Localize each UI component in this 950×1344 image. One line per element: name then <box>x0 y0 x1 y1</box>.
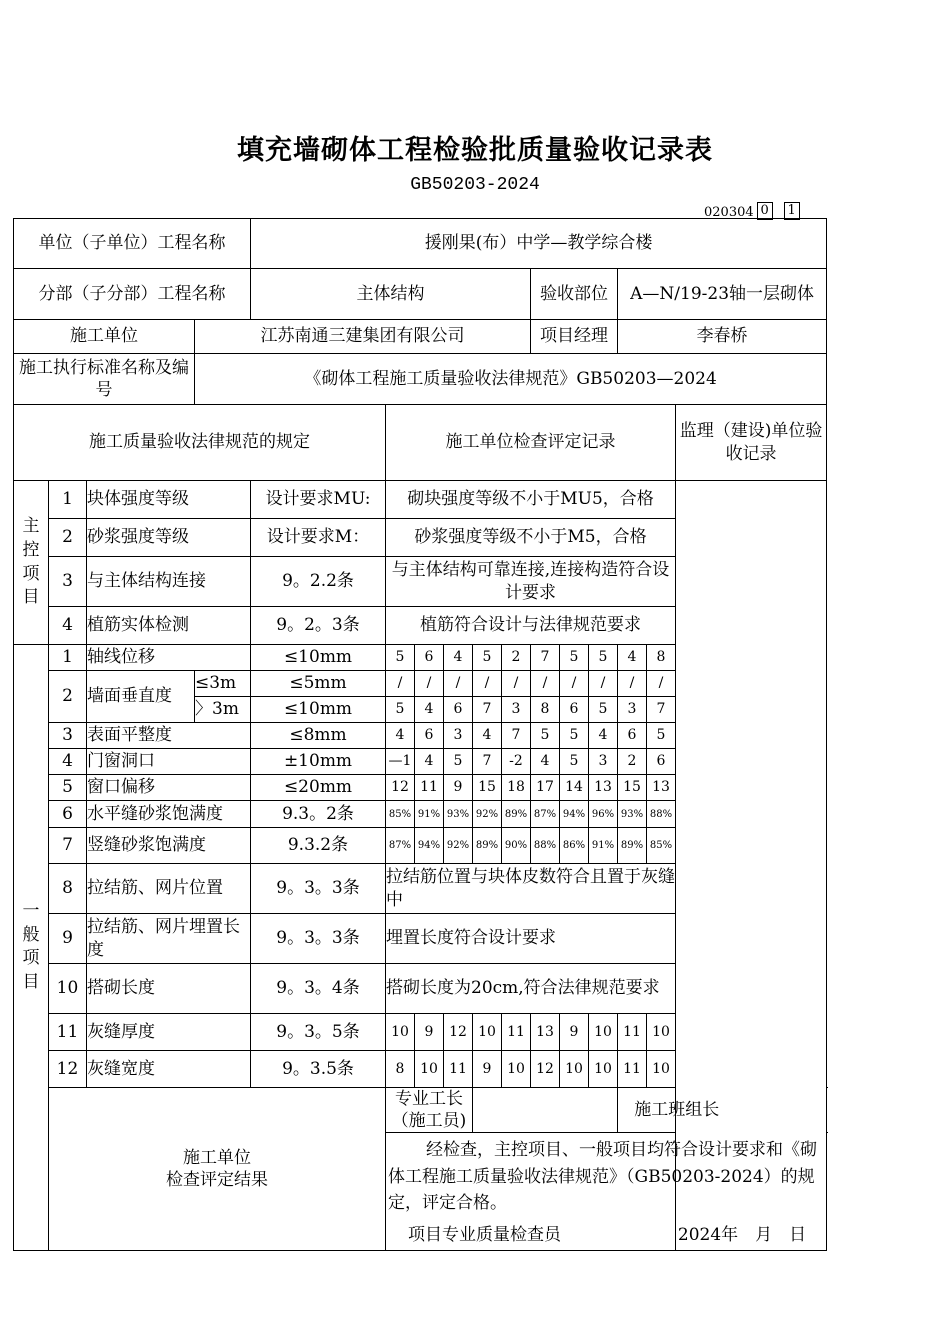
general-item-req: ≤10mm <box>251 697 386 723</box>
measure-cell: 5 <box>589 697 618 723</box>
general-item-name: 表面平整度 <box>87 723 251 749</box>
general-item-no: 11 <box>49 1014 87 1051</box>
measure-cell: 5 <box>386 645 415 671</box>
main-item-name: 砂浆强度等级 <box>87 519 251 557</box>
general-item-no: 3 <box>49 723 87 749</box>
measure-cell: 4 <box>386 723 415 749</box>
measure-cell: 15 <box>473 775 502 801</box>
general-item-req: 9。3。3条 <box>251 864 386 914</box>
measure-cell: 7 <box>647 697 676 723</box>
measure-cell: 9 <box>473 1051 502 1088</box>
measure-cell: 9 <box>560 1014 589 1051</box>
measure-cell: 7 <box>473 749 502 775</box>
general-group-label: 一般项目 <box>14 645 49 1251</box>
spec-header: 施工质量验收法律规范的规定 <box>14 405 386 481</box>
general-item-name: 拉结筋、网片埋置长度 <box>87 914 251 964</box>
measure-cell: 88% <box>531 828 560 864</box>
measure-cell: / <box>647 671 676 697</box>
measure-cell: 5 <box>473 645 502 671</box>
measure-cell: 93% <box>618 801 647 828</box>
measure-cell: 6 <box>444 697 473 723</box>
result-label-line2: 检查评定结果 <box>166 1169 268 1190</box>
measure-cell: 8 <box>531 697 560 723</box>
measure-cell: 5 <box>647 723 676 749</box>
manager-label: 项目经理 <box>531 320 618 354</box>
measure-cell: 86% <box>560 828 589 864</box>
general-item-subrange: 〉3m <box>195 697 251 723</box>
measure-cell: 3 <box>502 697 531 723</box>
measure-cell: 89% <box>473 828 502 864</box>
measure-cell: 94% <box>560 801 589 828</box>
measure-cell: / <box>589 671 618 697</box>
measure-cell: 88% <box>647 801 676 828</box>
measure-cell: 94% <box>415 828 444 864</box>
measure-cell: 6 <box>415 645 444 671</box>
general-item-name: 门窗洞口 <box>87 749 251 775</box>
main-item-no: 3 <box>49 557 87 607</box>
measure-cell: 11 <box>415 775 444 801</box>
measure-cell: 6 <box>647 749 676 775</box>
measure-cell: 10 <box>415 1051 444 1088</box>
measure-cell: 7 <box>473 697 502 723</box>
general-item-req: ±10mm <box>251 749 386 775</box>
general-item-req: 9。3。5条 <box>251 1014 386 1051</box>
main-item-result: 砂浆强度等级不小于M5，合格 <box>386 519 676 557</box>
general-item-no: 6 <box>49 801 87 828</box>
team-leader-label: 施工班组长 <box>618 1088 736 1133</box>
measure-cell: 91% <box>415 801 444 828</box>
measure-cell: 89% <box>502 801 531 828</box>
division-value: 主体结构 <box>251 269 531 320</box>
measure-cell: 5 <box>386 697 415 723</box>
measure-cell: 7 <box>531 645 560 671</box>
supervisor-header: 监理（建设)单位验收记录 <box>676 405 827 481</box>
general-item-req: 9.3.2条 <box>251 828 386 864</box>
main-item-name: 与主体结构连接 <box>87 557 251 607</box>
main-item-req: 设计要求MU: <box>251 481 386 519</box>
measure-cell: 87% <box>531 801 560 828</box>
result-label-line1: 施工单位 <box>183 1147 251 1168</box>
general-item-req: 9。3。3条 <box>251 914 386 964</box>
general-item-no: 9 <box>49 914 87 964</box>
measure-cell: 11 <box>444 1051 473 1088</box>
general-item-result: 埋置长度符合设计要求 <box>386 914 676 964</box>
measure-cell: 15 <box>618 775 647 801</box>
standard-value: 《砌体工程施工质量验收法律规范》GB50203—2024 <box>195 354 827 405</box>
general-item-req: 9。3。4条 <box>251 964 386 1014</box>
measure-cell: 18 <box>502 775 531 801</box>
measure-cell: 4 <box>415 697 444 723</box>
main-item-no: 2 <box>49 519 87 557</box>
measure-cell: 9 <box>415 1014 444 1051</box>
measure-cell: 4 <box>589 723 618 749</box>
measure-cell: 2 <box>502 645 531 671</box>
measure-cell: 5 <box>560 749 589 775</box>
main-item-no: 1 <box>49 481 87 519</box>
main-supervisor-cell <box>676 481 827 645</box>
general-item-name: 窗口偏移 <box>87 775 251 801</box>
main-item-name: 块体强度等级 <box>87 481 251 519</box>
measure-cell: 14 <box>560 775 589 801</box>
measure-cell: 10 <box>502 1051 531 1088</box>
measure-cell: / <box>444 671 473 697</box>
measure-cell: 5 <box>589 645 618 671</box>
measure-cell: —1 <box>386 749 415 775</box>
signature-row <box>386 1220 827 1250</box>
measure-cell: 92% <box>444 828 473 864</box>
measure-cell: 5 <box>444 749 473 775</box>
measure-cell: / <box>415 671 444 697</box>
measure-cell: 10 <box>589 1051 618 1088</box>
measure-cell: 96% <box>589 801 618 828</box>
measure-cell: 3 <box>618 697 647 723</box>
contractor-value: 江苏南通三建集团有限公司 <box>195 320 531 354</box>
measure-cell: 5 <box>560 645 589 671</box>
measure-cell: 8 <box>647 645 676 671</box>
measure-cell: 93% <box>444 801 473 828</box>
general-item-name: 竖缝砂浆饱满度 <box>87 828 251 864</box>
inspection-conclusion: 经检查，主控项目、一般项目均符合设计要求和《砌体工程施工质量验收法律规范》（GB50203-2024）的规定，评定合格。 <box>386 1133 827 1221</box>
general-item-result: 搭砌长度为20cm,符合法律规范要求 <box>386 964 676 1014</box>
general-item-req: ≤20mm <box>251 775 386 801</box>
measure-cell: 90% <box>502 828 531 864</box>
form-code-box-1: 0 <box>757 202 773 220</box>
general-item-name: 水平缝砂浆饱满度 <box>87 801 251 828</box>
measure-cell: 7 <box>502 723 531 749</box>
measure-cell: 12 <box>531 1051 560 1088</box>
measure-cell: 89% <box>618 828 647 864</box>
measure-cell: 3 <box>589 749 618 775</box>
foreman-label: 专业工长（施工员) <box>386 1088 473 1133</box>
measure-cell: / <box>531 671 560 697</box>
measure-cell: 2 <box>618 749 647 775</box>
measure-cell: 91% <box>589 828 618 864</box>
division-label: 分部（子分部）工程名称 <box>14 269 251 320</box>
contractor-label: 施工单位 <box>14 320 195 354</box>
general-item-req: 9。3.5条 <box>251 1051 386 1088</box>
measure-cell: 87% <box>386 828 415 864</box>
manager-value: 李春桥 <box>618 320 827 354</box>
inspector-label: 项目专业质量检查员 <box>408 1224 561 1245</box>
unit-label: 单位（子单位）工程名称 <box>14 219 251 269</box>
general-item-name: 拉结筋、网片位置 <box>87 864 251 914</box>
signature-date: 2024年 月 日 <box>677 1224 807 1245</box>
general-item-no: 7 <box>49 828 87 864</box>
general-item-no: 5 <box>49 775 87 801</box>
general-item-name: 轴线位移 <box>87 645 251 671</box>
general-item-name: 灰缝厚度 <box>87 1014 251 1051</box>
measure-cell: / <box>473 671 502 697</box>
measure-cell: 9 <box>444 775 473 801</box>
main-group-label: 主控项目 <box>14 481 49 645</box>
general-item-no: 2 <box>49 671 87 723</box>
measure-cell: / <box>560 671 589 697</box>
measure-cell: 13 <box>647 775 676 801</box>
main-item-result: 砌块强度等级不小于MU5，合格 <box>386 481 676 519</box>
measure-cell: 85% <box>386 801 415 828</box>
measure-cell: 12 <box>444 1014 473 1051</box>
measure-cell: 3 <box>444 723 473 749</box>
measure-cell: 11 <box>618 1014 647 1051</box>
measure-cell: 11 <box>502 1014 531 1051</box>
measure-cell: 13 <box>531 1014 560 1051</box>
measure-cell: 11 <box>618 1051 647 1088</box>
measure-cell: 10 <box>647 1051 676 1088</box>
measure-cell: 10 <box>589 1014 618 1051</box>
inspection-table <box>13 218 827 1251</box>
main-item-req: 9。2。3条 <box>251 607 386 645</box>
form-code-box-2: 1 <box>784 202 800 220</box>
unit-value: 援刚果(布）中学—教学综合楼 <box>251 219 827 269</box>
foreman-value <box>473 1088 618 1133</box>
general-item-name: 墙面垂直度 <box>87 671 195 723</box>
measure-cell: 10 <box>473 1014 502 1051</box>
general-item-no: 1 <box>49 645 87 671</box>
document-title: 填充墙砌体工程检验批质量验收记录表 <box>237 135 713 166</box>
general-item-req: 9.3。2条 <box>251 801 386 828</box>
general-item-result: 拉结筋位置与块体皮数符合且置于灰缝中 <box>386 864 676 914</box>
main-item-result: 植筋符合设计与法律规范要求 <box>386 607 676 645</box>
main-item-name: 植筋实体检测 <box>87 607 251 645</box>
measure-cell: / <box>618 671 647 697</box>
measure-cell: 12 <box>386 775 415 801</box>
main-item-no: 4 <box>49 607 87 645</box>
measure-cell: / <box>386 671 415 697</box>
result-label <box>49 1088 386 1251</box>
main-item-req: 设计要求M： <box>251 519 386 557</box>
measure-cell: 6 <box>560 697 589 723</box>
general-item-req: ≤10mm <box>251 645 386 671</box>
record-header: 施工单位检查评定记录 <box>386 405 676 481</box>
general-item-name: 灰缝宽度 <box>87 1051 251 1088</box>
main-item-req: 9。2.2条 <box>251 557 386 607</box>
measure-cell: 10 <box>560 1051 589 1088</box>
measure-cell: 13 <box>589 775 618 801</box>
measure-cell: 10 <box>386 1014 415 1051</box>
measure-cell: 17 <box>531 775 560 801</box>
general-item-no: 8 <box>49 864 87 914</box>
measure-cell: 4 <box>531 749 560 775</box>
standard-label: 施工执行标准名称及编号 <box>14 354 195 405</box>
general-item-req: ≤5mm <box>251 671 386 697</box>
part-label: 验收部位 <box>531 269 618 320</box>
measure-cell: 6 <box>415 723 444 749</box>
measure-cell: 92% <box>473 801 502 828</box>
measure-cell: 6 <box>618 723 647 749</box>
part-value: A—N/19-23轴一层砌体 <box>618 269 827 320</box>
measure-cell: 5 <box>531 723 560 749</box>
measure-cell: 4 <box>415 749 444 775</box>
measure-cell: 10 <box>647 1014 676 1051</box>
measure-cell: 4 <box>473 723 502 749</box>
general-item-no: 12 <box>49 1051 87 1088</box>
standard-code: GB50203-2024 <box>410 175 540 195</box>
general-item-name: 搭砌长度 <box>87 964 251 1014</box>
main-item-result: 与主体结构可靠连接,连接构造符合设计要求 <box>386 557 676 607</box>
measure-cell: -2 <box>502 749 531 775</box>
measure-cell: 4 <box>618 645 647 671</box>
general-item-subrange: ≤3m <box>195 671 251 697</box>
general-item-no: 4 <box>49 749 87 775</box>
measure-cell: 5 <box>560 723 589 749</box>
general-item-req: ≤8mm <box>251 723 386 749</box>
measure-cell: / <box>502 671 531 697</box>
form-code-prefix: 020304 <box>704 205 754 220</box>
general-item-no: 10 <box>49 964 87 1014</box>
measure-cell: 8 <box>386 1051 415 1088</box>
measure-cell: 85% <box>647 828 676 864</box>
measure-cell: 4 <box>444 645 473 671</box>
